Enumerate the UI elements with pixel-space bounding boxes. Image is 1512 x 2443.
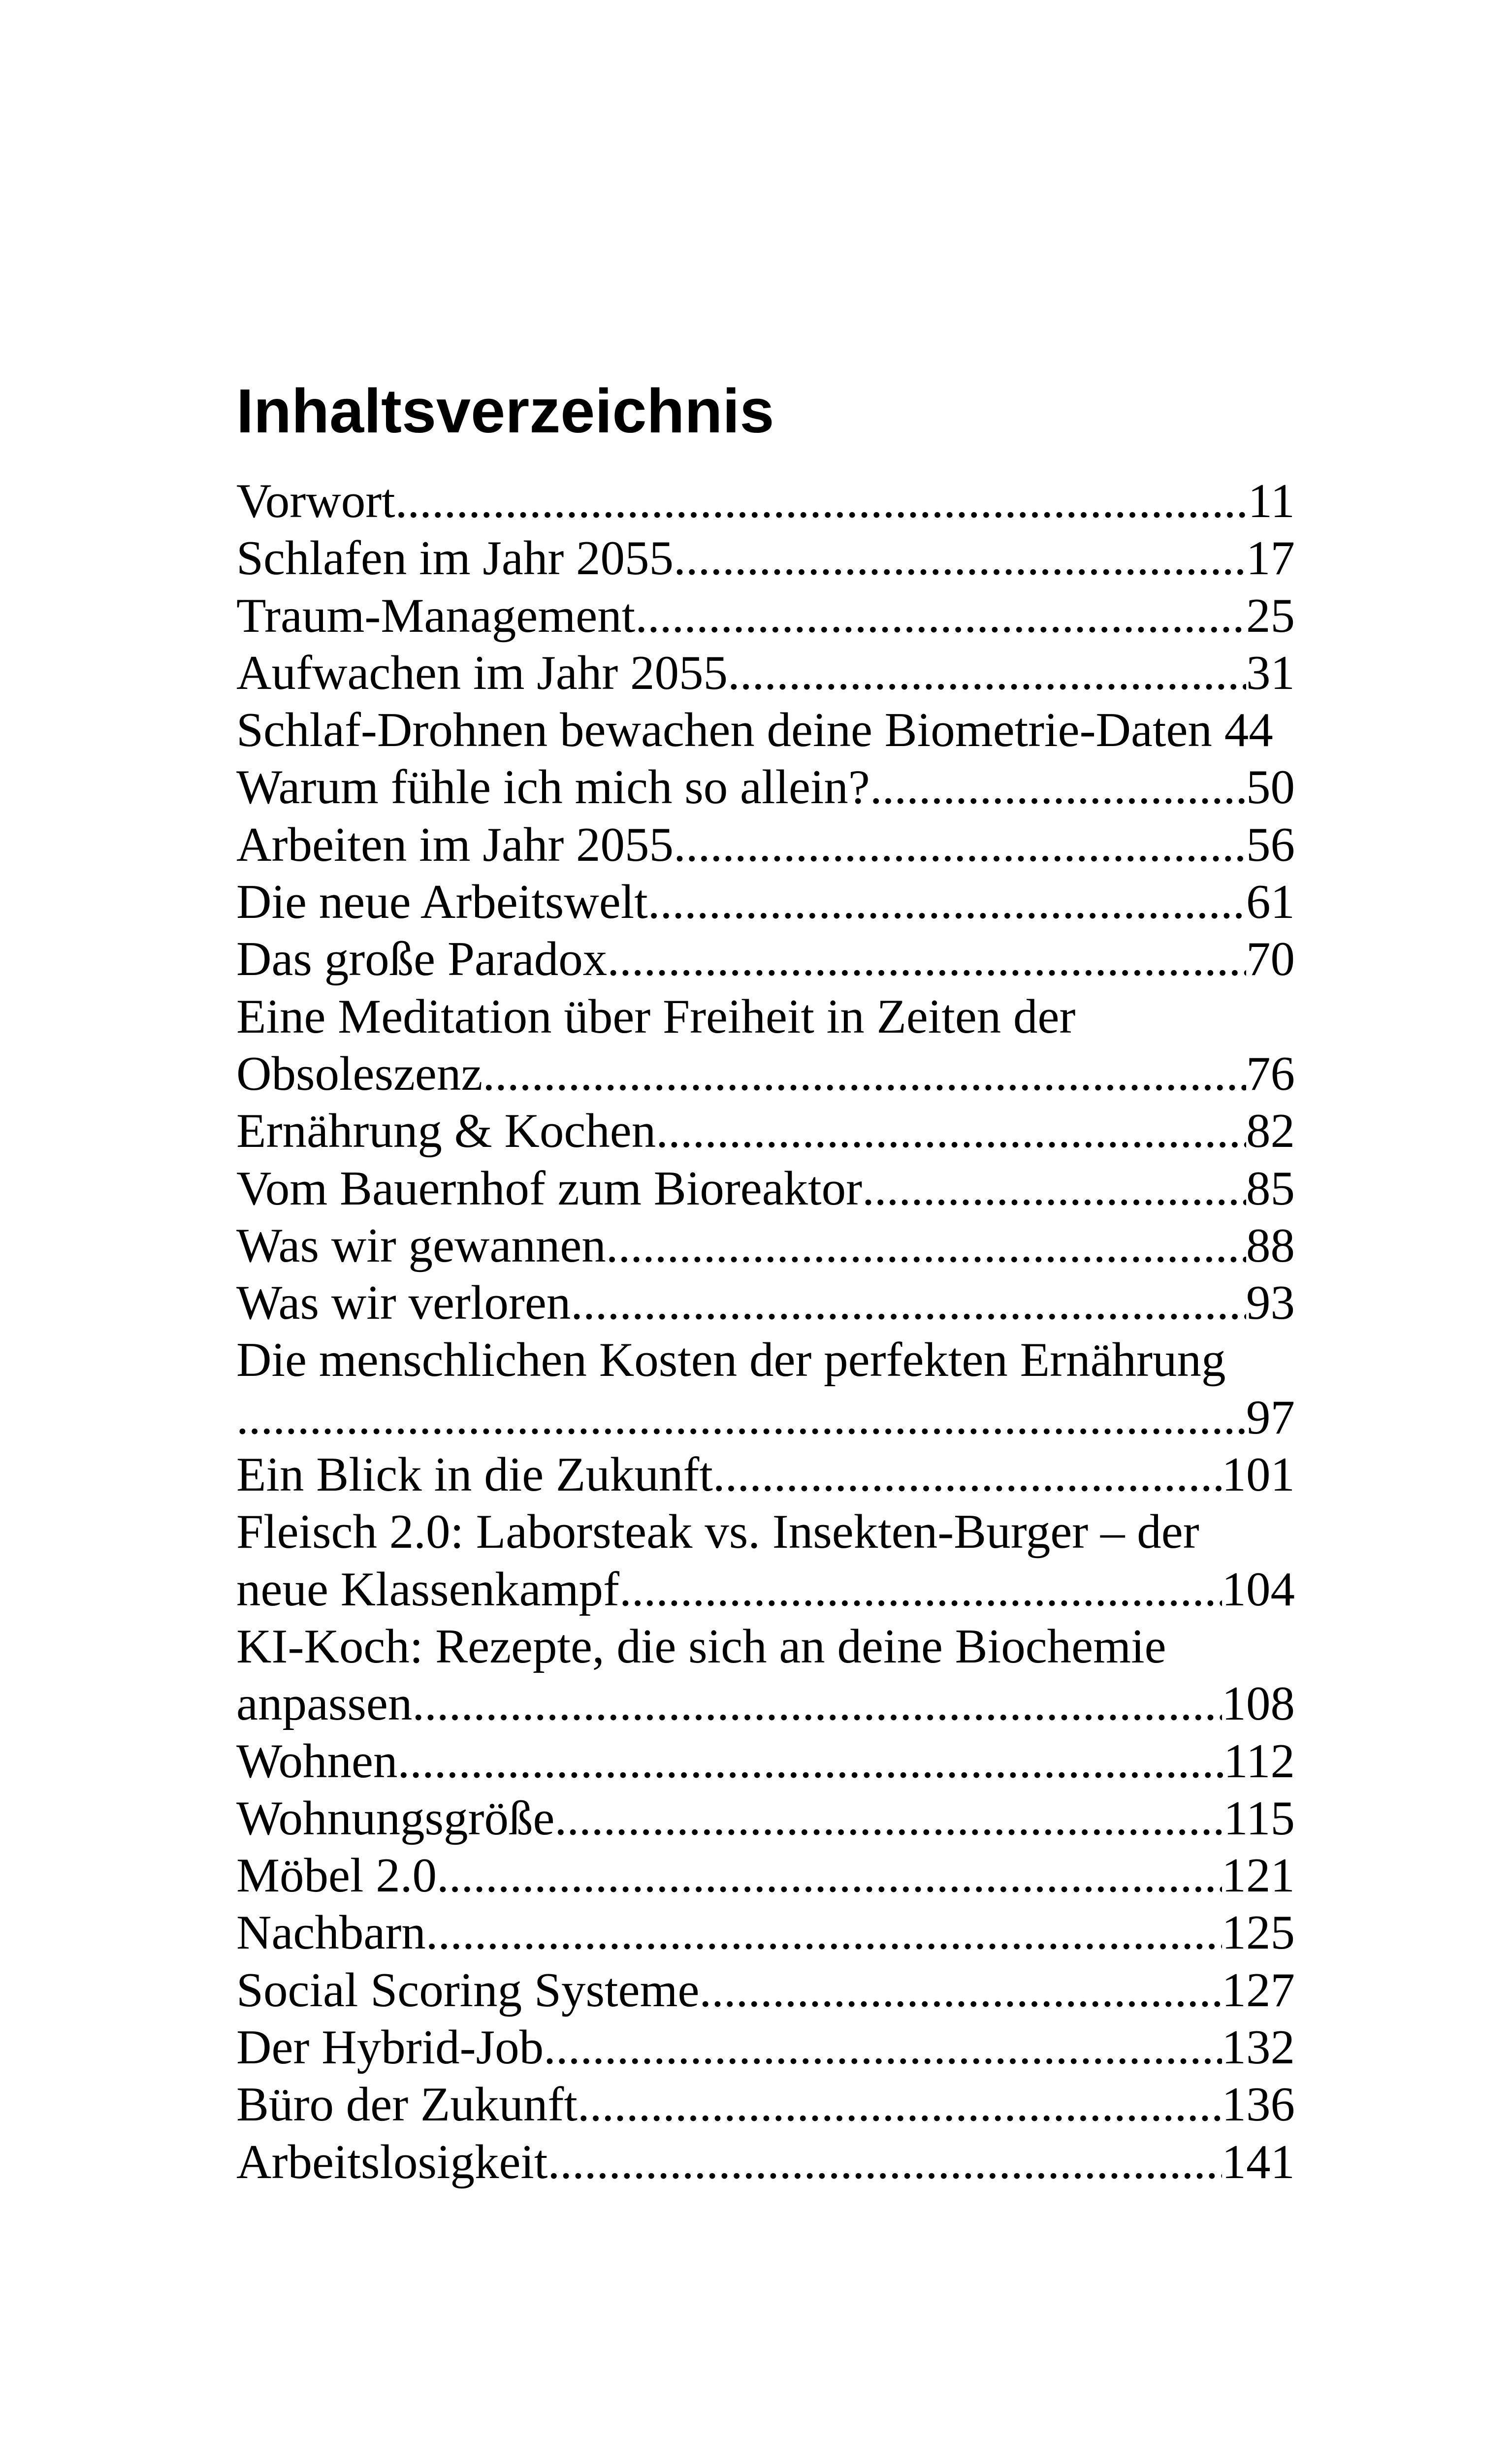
toc-entry (236, 1618, 1295, 1733)
toc-page-number: 136 (1222, 2078, 1295, 2132)
toc-entry (236, 874, 1295, 931)
dot-leader (571, 1274, 1246, 1332)
toc-entry-title: Social Scoring Systeme (236, 1963, 700, 2017)
toc-entry (236, 2076, 1295, 2133)
toc-entry-title: Ernährung & Kochen (236, 1104, 656, 1158)
toc-entry-title: Eine Meditation über Freiheit in Zeiten der (236, 989, 1076, 1043)
toc-list (236, 473, 1295, 2191)
toc-entry-title: Wohnen (236, 1734, 398, 1788)
toc-entry-title: Warum fühle ich mich so allein? (236, 760, 870, 814)
toc-entry (236, 645, 1295, 702)
toc-entry-title: Nachbarn (236, 1906, 426, 1960)
toc-entry-line (236, 1904, 1295, 1961)
toc-entry (236, 1733, 1295, 1790)
toc-entry-title: Möbel 2.0 (236, 1849, 437, 1903)
toc-entry-title: Der Hybrid-Job (236, 2020, 544, 2075)
dot-leader (635, 587, 1246, 645)
toc-entry (236, 2019, 1295, 2076)
toc-entry-title-line (236, 988, 1295, 1045)
toc-entry-title: Aufwachen im Jahr 2055 (236, 646, 728, 700)
dot-leader (648, 874, 1246, 931)
dot-leader (544, 2019, 1222, 2076)
toc-page-number: 101 (1222, 1448, 1295, 1502)
toc-entry-line (236, 473, 1295, 530)
toc-page-number: 127 (1222, 1963, 1295, 2017)
toc-page-number: 112 (1223, 1734, 1295, 1788)
toc-entry (236, 1962, 1295, 2019)
toc-page-number: 93 (1246, 1276, 1295, 1330)
toc-entry (236, 759, 1295, 816)
toc-entry-title-continued: anpassen (236, 1677, 413, 1731)
dot-leader (699, 1962, 1222, 2019)
toc-page-number: 121 (1222, 1849, 1295, 1903)
toc-page-number: 104 (1222, 1562, 1295, 1616)
toc-entry-title: Büro der Zukunft (236, 2078, 578, 2132)
toc-page (236, 374, 1295, 2191)
toc-page-number: 115 (1223, 1791, 1295, 1845)
toc-page-number: 125 (1222, 1906, 1295, 1960)
toc-entry-title: Die menschlichen Kosten der perfekten Ernährung (236, 1333, 1226, 1387)
dot-leader (426, 1904, 1222, 1961)
toc-entry (236, 1274, 1295, 1332)
toc-entry (236, 530, 1295, 587)
dot-leader (412, 1675, 1222, 1732)
toc-entry-title: Ein Blick in die Zukunft (236, 1448, 713, 1502)
toc-entry-title: Die neue Arbeitswelt (236, 875, 648, 929)
toc-entry-line (236, 1962, 1295, 2019)
toc-entry-line (236, 702, 1295, 759)
toc-page-number: 85 (1246, 1161, 1295, 1215)
toc-page-number: 11 (1248, 474, 1295, 528)
toc-entry-title: Was wir verloren (236, 1276, 571, 1330)
toc-entry-continuation-line (236, 1675, 1295, 1732)
dot-leader (713, 1446, 1222, 1503)
toc-page-number: 88 (1246, 1218, 1295, 1272)
toc-entry-line (236, 816, 1295, 874)
toc-entry (236, 931, 1295, 988)
toc-entry (236, 1103, 1295, 1160)
dot-leader (656, 1103, 1246, 1160)
toc-page-number: 61 (1246, 875, 1295, 929)
toc-entry-title-line (236, 1503, 1295, 1561)
toc-entry (236, 1217, 1295, 1274)
toc-page-number: 50 (1246, 760, 1295, 814)
toc-page-number: 76 (1246, 1046, 1295, 1101)
toc-page-number: 17 (1246, 531, 1295, 586)
dot-leader (395, 473, 1248, 530)
dot-leader (728, 645, 1246, 702)
dot-leader (547, 2134, 1222, 2191)
toc-page-number: 132 (1222, 2020, 1295, 2075)
toc-entry-line (236, 1847, 1295, 1904)
dot-leader (862, 1160, 1246, 1217)
dot-leader (619, 1561, 1222, 1618)
toc-entry (236, 1503, 1295, 1618)
toc-entry-line (236, 1160, 1295, 1217)
toc-entry (236, 1790, 1295, 1847)
toc-entry-continuation-line (236, 1389, 1295, 1446)
toc-page-number: 82 (1246, 1104, 1295, 1158)
toc-entry-line (236, 1217, 1295, 1274)
toc-entry-title: Schlaf-Drohnen bewachen deine Biometrie-Daten (236, 703, 1212, 757)
toc-entry-title-continued: neue Klassenkampf (236, 1562, 619, 1616)
toc-entry-line (236, 874, 1295, 931)
toc-entry-line (236, 645, 1295, 702)
toc-page-number: 70 (1246, 932, 1295, 986)
toc-entry (236, 1847, 1295, 1904)
toc-entry-line (236, 2134, 1295, 2191)
toc-entry-continuation-line (236, 1561, 1295, 1618)
toc-entry-title: Das große Paradox (236, 932, 608, 986)
toc-entry (236, 473, 1295, 530)
toc-page-number: 56 (1246, 817, 1295, 872)
toc-entry-title: Vorwort (236, 474, 395, 528)
toc-entry (236, 1332, 1295, 1446)
toc-entry-title: Arbeiten im Jahr 2055 (236, 817, 674, 872)
dot-leader (674, 530, 1246, 587)
toc-entry-title-line (236, 1618, 1295, 1675)
toc-page-number: 25 (1246, 588, 1295, 643)
toc-entry (236, 1904, 1295, 1961)
toc-entry-line (236, 931, 1295, 988)
toc-entry-line (236, 1103, 1295, 1160)
toc-entry (236, 2134, 1295, 2191)
toc-entry-title-line (236, 1332, 1295, 1389)
dot-leader (554, 1790, 1223, 1847)
toc-entry (236, 988, 1295, 1103)
toc-entry (236, 1446, 1295, 1503)
toc-entry-line (236, 759, 1295, 816)
dot-leader (607, 931, 1246, 988)
toc-entry-line (236, 1446, 1295, 1503)
toc-entry-continuation-line (236, 1045, 1295, 1103)
dot-leader (437, 1847, 1222, 1904)
toc-entry-title: Arbeitslosigkeit (236, 2135, 548, 2189)
dot-leader (674, 816, 1246, 874)
dot-leader (483, 1045, 1246, 1103)
toc-entry-line (236, 2019, 1295, 2076)
toc-page-number: 108 (1222, 1677, 1295, 1731)
toc-entry-line (236, 1790, 1295, 1847)
toc-entry-title: Traum-Management (236, 588, 636, 643)
toc-entry-line (236, 2076, 1295, 2133)
toc-entry-title: Schlafen im Jahr 2055 (236, 531, 674, 586)
toc-entry-line (236, 587, 1295, 645)
toc-entry-line (236, 1274, 1295, 1332)
toc-page-number: 44 (1224, 703, 1273, 757)
toc-entry (236, 1160, 1295, 1217)
dot-leader (870, 759, 1246, 816)
toc-entry-title: Fleisch 2.0: Laborsteak vs. Insekten-Burger – der (236, 1505, 1199, 1559)
toc-entry-line (236, 1733, 1295, 1790)
toc-entry-title: Vom Bauernhof zum Bioreaktor (236, 1161, 863, 1215)
toc-entry-title-continued: Obsoleszenz (236, 1046, 483, 1101)
toc-page-number: 31 (1246, 646, 1295, 700)
toc-page-number: 141 (1222, 2135, 1295, 2189)
toc-entry (236, 587, 1295, 645)
toc-entry-title: Wohnungsgröße (236, 1791, 555, 1845)
toc-entry (236, 816, 1295, 874)
dot-leader (397, 1733, 1223, 1790)
toc-entry-title: Was wir gewannen (236, 1218, 606, 1272)
toc-page-number: 97 (1246, 1390, 1295, 1444)
toc-entry-line (236, 530, 1295, 587)
dot-leader (236, 1389, 1246, 1446)
toc-entry (236, 702, 1295, 759)
toc-entry-title: KI-Koch: Rezepte, die sich an deine Biochemie (236, 1619, 1166, 1673)
page-title: Inhaltsverzeichnis (236, 376, 774, 446)
dot-leader (578, 2076, 1222, 2133)
dot-leader (606, 1217, 1246, 1274)
